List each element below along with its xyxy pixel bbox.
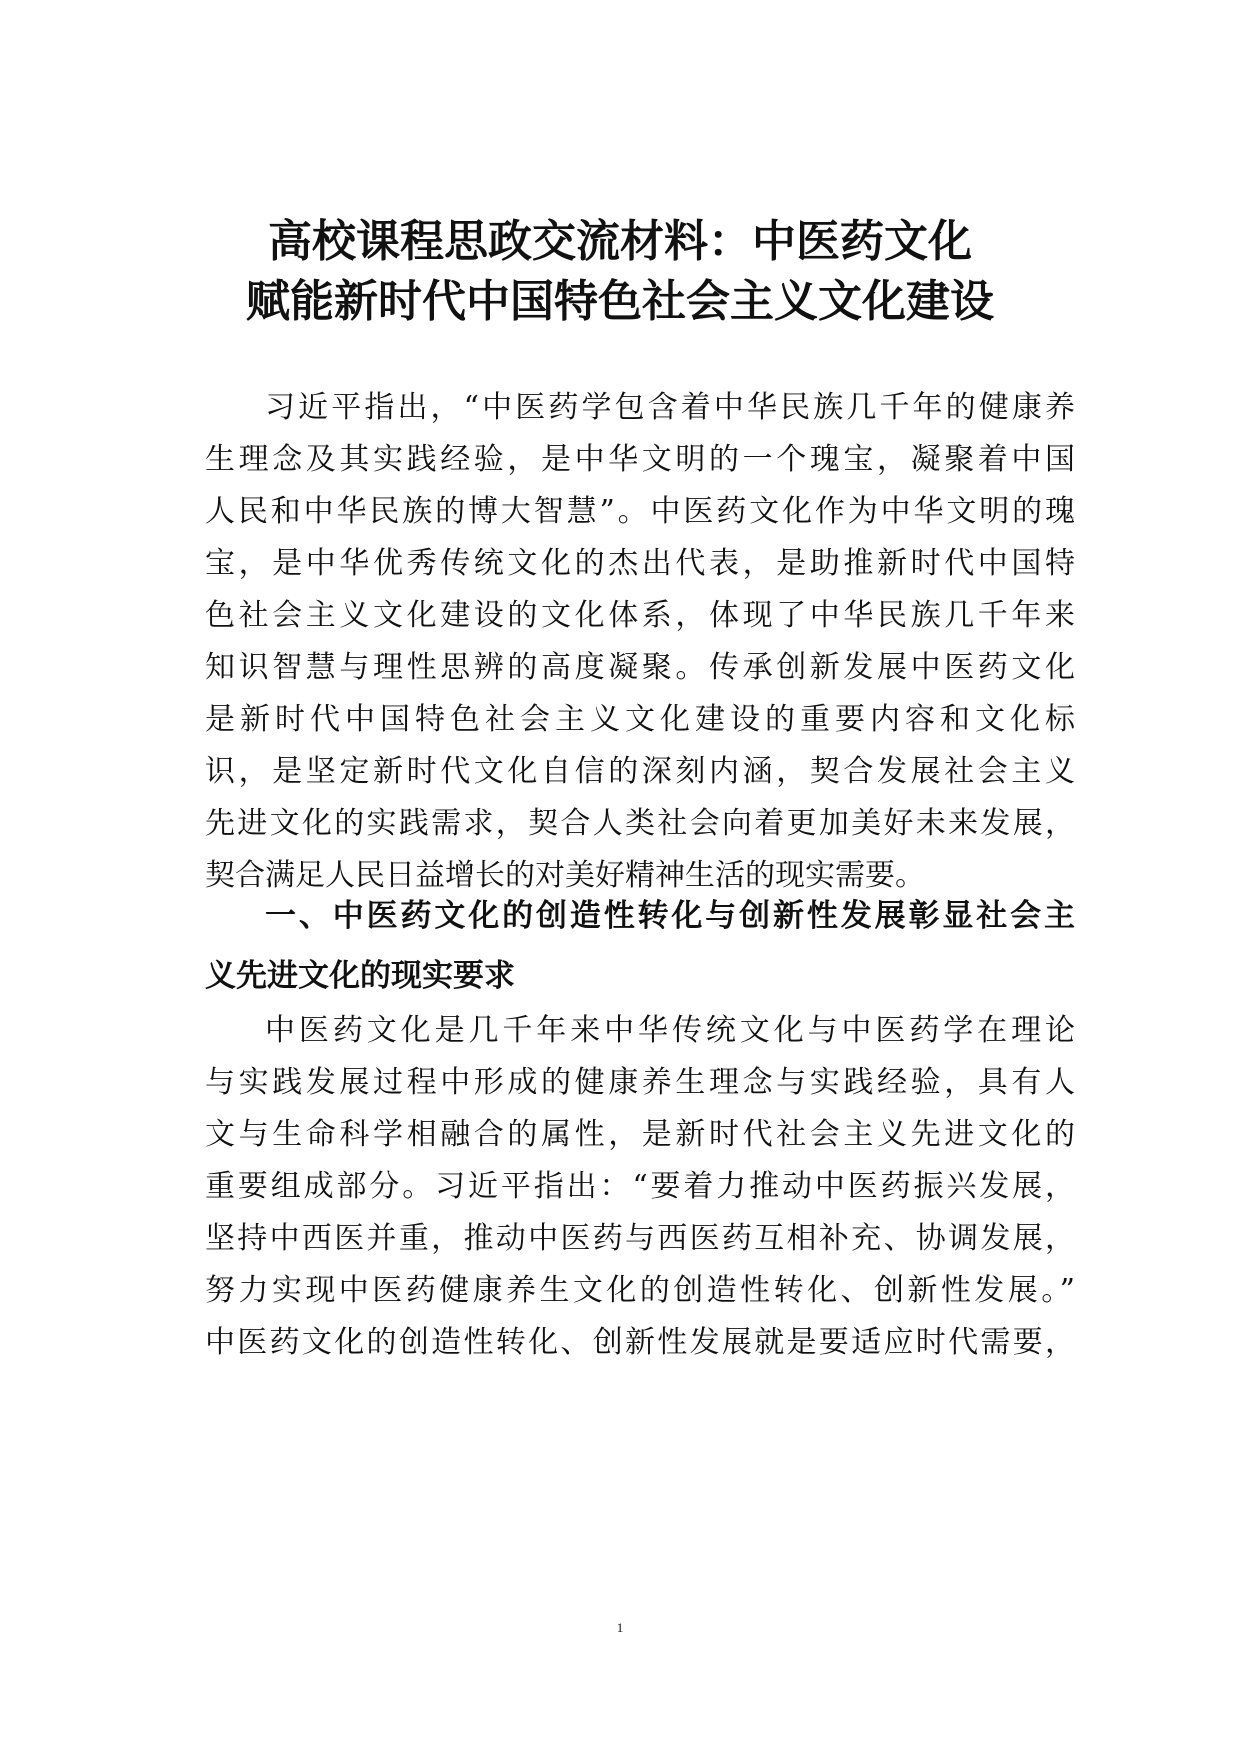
paragraph-line: 努力实现中医药健康养生文化的创造性转化、创新性发展。” [205,1273,1075,1308]
document-title [0,212,1240,332]
section-heading-1 [205,886,1075,1006]
paragraph-line: 坚持中西医并重，推动中医药与西医药互相补充、协调发展， [205,1221,1075,1256]
paragraph-line: 人民和中华民族的博大智慧”。中医药文化作为中华文明的瑰 [205,494,1075,529]
paragraph-2 [205,1005,1075,1369]
heading-line: 一、中医药文化的创造性转化与创新性发展彰显社会主 [265,898,1075,934]
paragraph-1 [205,382,1075,902]
paragraph-line: 文与生命科学相融合的属性，是新时代社会主义先进文化的 [205,1117,1075,1152]
page-number: 1 [616,1620,624,1635]
paragraph-line: 宝，是中华优秀传统文化的杰出代表，是助推新时代中国特 [205,546,1075,581]
heading-line: 义先进文化的现实要求 [205,958,515,994]
paragraph-line: 中医药文化是几千年来中华传统文化与中医药学在理论 [265,1013,1075,1048]
paragraph-line: 是新时代中国特色社会主义文化建设的重要内容和文化标 [205,702,1075,737]
paragraph-line: 习近平指出，“中医药学包含着中华民族几千年的健康养 [265,390,1075,425]
paragraph-line: 契合满足人民日益增长的对美好精神生活的现实需要。 [205,858,925,893]
paragraph-line: 与实践发展过程中形成的健康养生理念与实践经验，具有人 [205,1065,1075,1100]
title-line: 高校课程思政交流材料：中医药文化 [268,216,972,267]
title-line: 赋能新时代中国特色社会主义文化建设 [246,276,994,327]
paragraph-line: 先进文化的实践需求，契合人类社会向着更加美好未来发展， [205,806,1075,841]
paragraph-line: 中医药文化的创造性转化、创新性发展就是要适应时代需要， [205,1325,1075,1360]
paragraph-line: 色社会主义文化建设的文化体系，体现了中华民族几千年来 [205,598,1075,633]
paragraph-line: 生理念及其实践经验，是中华文明的一个瑰宝，凝聚着中国 [205,442,1075,477]
paragraph-line: 知识智慧与理性思辨的高度凝聚。传承创新发展中医药文化 [205,650,1075,685]
paragraph-line: 识，是坚定新时代文化自信的深刻内涵，契合发展社会主义 [205,754,1075,789]
paragraph-line: 重要组成部分。习近平指出：“要着力推动中医药振兴发展， [205,1169,1075,1204]
